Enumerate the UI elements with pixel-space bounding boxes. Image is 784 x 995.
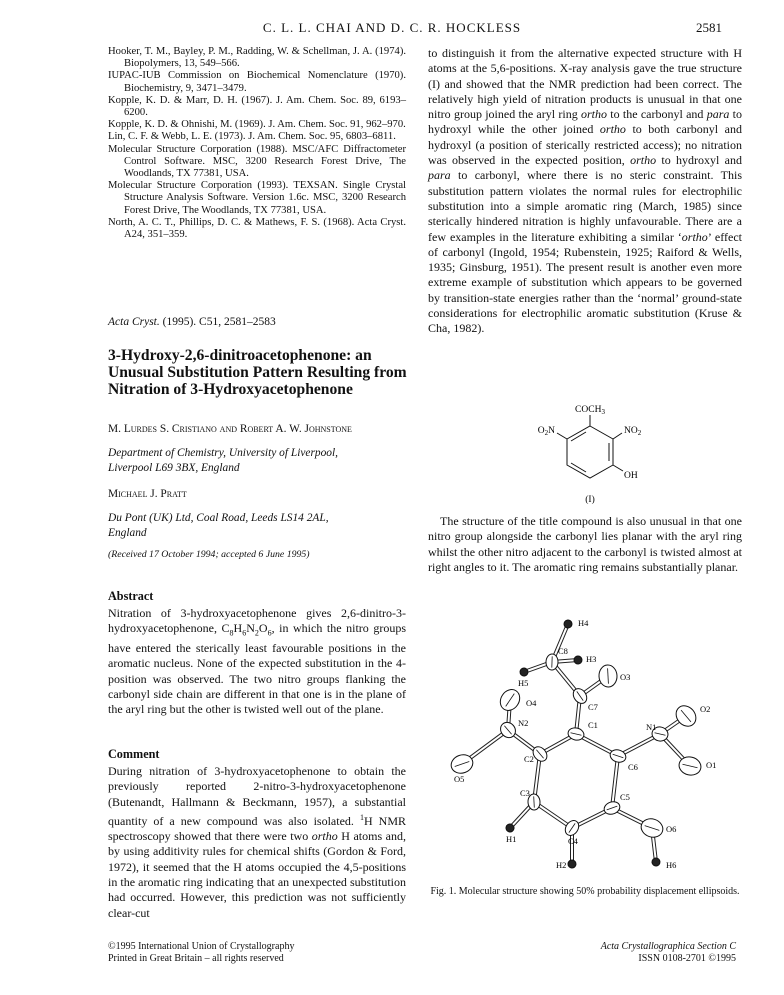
atom-label: C6 xyxy=(628,762,638,772)
comment-text: During nitration of 3-hydroxyacetophenone to obtain the previously reported 2-nitro-3-hydroxyacetophenone (Butenandt, Hallmann & Beckmann, 1957), a substantial quantity of a new compound was also isolated. $^1$H NMR spectroscopy showed that there were two ortho H atoms and, by using additivity rules for chemical shifts (Gordon & Ford, 1972), it seemed that the H atoms occupied the 4,5-positions in the aromatic ring indicating that an unexpected substitution had occurred. However, this prediction was not sufficiently clear-cut xyxy=(108,764,406,920)
affiliation-liverpool xyxy=(108,446,406,475)
discussion-paragraph-2: The structure of the title compound is also unusual in that one nitro group alongside the carbonyl lies planar with the aryl ring whilst the other nitro adjacent to the carbonyl is twisted almost at right angles to it. The aromatic ring remains substantially planar. xyxy=(428,514,742,574)
reference-item: North, A. C. T., Phillips, D. C. & Mathews, F. S. (1968). Acta Cryst. A24, 351–359. xyxy=(108,216,406,241)
atom-label: C1 xyxy=(588,720,598,730)
running-header xyxy=(0,18,784,38)
affiliation-line: Du Pont (UK) Ltd, Coal Road, Leeds LS14 2AL, xyxy=(108,512,329,524)
abstract-text-part: Nitration of 3-hydroxyacetophenone gives 2,6-dinitro-3-hydroxyacetophenone, xyxy=(108,606,406,636)
reference-item: IUPAC-IUB Commission on Biochemical Nomenclature (1970). Biochemistry, 9, 3471–3479. xyxy=(108,70,406,94)
copyright-line: ©1995 International Union of Crystallography xyxy=(108,941,295,952)
atom-h2 xyxy=(566,858,577,869)
atom-label: C7 xyxy=(588,702,598,712)
journal-name: Acta Crystallographica Section C xyxy=(600,941,736,952)
author-list: M. Lurdes S. Cristiano and Robert A. W. Johnstone xyxy=(108,423,352,435)
atom-label: H1 xyxy=(506,834,517,844)
references-list xyxy=(108,46,406,241)
scheme-label-no2: $NO_2$ xyxy=(624,426,642,437)
affiliation-line: Department of Chemistry, University of Liverpool, xyxy=(108,447,339,459)
reference-item: Kopple, K. D. & Ohnishi, M. (1969). J. Am. Chem. Soc. 91, 962–970. xyxy=(108,119,406,131)
affiliation-line: Liverpool L69 3BX, England xyxy=(108,461,240,474)
atom-label: C4 xyxy=(568,836,578,846)
reference-item: Molecular Structure Corporation (1993). TEXSAN. Single Crystal Structure Analysis Software. Version 1.6c. MSC, 3200 Research Forest Drive, The Woodlands, TX 77381, USA. xyxy=(108,180,406,216)
footer-left xyxy=(108,941,294,965)
figure-caption: Fig. 1. Molecular structure showing 50% probability displacement ellipsoids. xyxy=(430,886,740,897)
atom-label: O3 xyxy=(620,672,631,682)
atom-h6 xyxy=(651,857,661,867)
atom-label: H5 xyxy=(518,678,529,688)
chemical-scheme xyxy=(500,398,680,506)
scheme-label-oh: OH xyxy=(624,471,638,481)
abstract-text-part: , in which the nitro groups have entered the sterically least favourable positions in the aromatic nucleus. None of the expected substitution in the 4-position was observed. The two nitro groups flanking the carbonyl side chain are different in that one is in the plane of the aryl ring but the other is twisted well out of the plane. xyxy=(108,621,406,717)
atom-h5 xyxy=(519,667,529,677)
atom-label: O5 xyxy=(454,774,465,784)
citation-journal: Acta Cryst. xyxy=(108,316,160,328)
atom-label: C2 xyxy=(524,754,534,764)
abstract-heading: Abstract xyxy=(108,589,154,603)
author-pratt: Michael J. Pratt xyxy=(108,488,187,500)
affiliation-dupont xyxy=(108,511,406,540)
molecular-structure-figure xyxy=(428,616,742,878)
citation-details: (1995). C51, 2581–2583 xyxy=(159,316,276,328)
atom-h4 xyxy=(562,618,573,629)
benzene-ring xyxy=(567,426,613,478)
received-dates: (Received 17 October 1994; accepted 6 June 1995) xyxy=(108,549,310,560)
scheme-label-o2n: $O_2N$ xyxy=(537,426,555,437)
article-citation xyxy=(108,316,406,328)
atom-h3 xyxy=(574,656,582,664)
discussion-paragraph-1: to distinguish it from the alternative expected structure with H atoms at the 5,6-positions. X-ray analysis gave the true structure (I) and showed that the NMR prediction had been correct. The relatively high yield of nitration products is unusual in that one nitro group joined the aryl ring ortho to the carbonyl and para to hydroxyl while the other joined ortho to both carbonyl and hydroxyl (a position of sterically restricted access); no nitration was observed in the expected position, ortho to hydroxyl and para to carbonyl, where there is no steric constraint. This substitution pattern violates the normal rules for electrophilic substitution into a simple aromatic ring (March, 1985) since sterically hindered nitration is highly unfavourable. There are a few examples in the literature exhibiting a similar ‘ortho’ effect of carbonyl (Ingold, 1954; Rubenstein, 1925; Raiford & Wells, 1935; Ginsburg, 1951). The present result is another even more extreme example of substitution which appears to be governed by transition-state energies rather than the ‘normal’ ground-state considerations for electrophilic aromatic substitution (Kruse & Cha, 1982). xyxy=(428,46,742,336)
atom-label: C3 xyxy=(520,788,530,798)
reference-item: Kopple, K. D. & Marr, D. H. (1967). J. Am. Chem. Soc. 89, 6193–6200. xyxy=(108,94,406,119)
molecular-formula: $C_8H_6N_2O_6$ xyxy=(221,621,272,638)
atom-label: O6 xyxy=(666,824,677,834)
atom-label: H4 xyxy=(578,618,589,628)
atom-label: N2 xyxy=(518,718,529,728)
atom-label: H3 xyxy=(586,654,597,664)
footer-right xyxy=(601,941,736,965)
atom-label: O1 xyxy=(706,760,717,770)
reference-item: Lin, C. F. & Webb, L. E. (1973). J. Am. Chem. Soc. 95, 6803–6811. xyxy=(108,131,396,143)
atom-label: C8 xyxy=(558,646,568,656)
page-number: 2581 xyxy=(696,20,722,35)
bond xyxy=(612,756,618,808)
atom-label: C5 xyxy=(620,792,630,802)
compound-number: (I) xyxy=(585,495,595,505)
comment-heading: Comment xyxy=(108,747,160,761)
scheme-label-coch3: $COCH_3$ xyxy=(575,405,605,416)
abstract-text xyxy=(108,606,406,717)
reference-item: Hooker, T. M., Bayley, P. M., Radding, W. & Schellman, J. A. (1974). Biopolymers, 13, 549–566. xyxy=(108,46,406,70)
reference-item: Molecular Structure Corporation (1988). MSC/AFC Diffractometer Control Software. MSC, 3200 Research Forest Drive, The Woodlands, TX 77381, USA. xyxy=(108,143,406,180)
atom-label: H6 xyxy=(666,860,677,870)
article-title: 3-Hydroxy-2,6-dinitroacetophenone: an Unusual Substitution Pattern Resulting from Nitration of 3-Hydroxyacetophenone xyxy=(108,347,407,399)
affiliation-line: England xyxy=(108,526,147,539)
header-authors: C. L. L. CHAI AND D. C. R. HOCKLESS xyxy=(262,20,522,35)
atom-label: O2 xyxy=(700,704,711,714)
atom-label: H2 xyxy=(556,860,567,870)
atom-label: N1 xyxy=(646,722,657,732)
printed-line: Printed in Great Britain – all rights reserved xyxy=(108,953,284,964)
issn-line: ISSN 0108-2701 ©1995 xyxy=(638,953,736,964)
atom-label: O4 xyxy=(526,698,537,708)
